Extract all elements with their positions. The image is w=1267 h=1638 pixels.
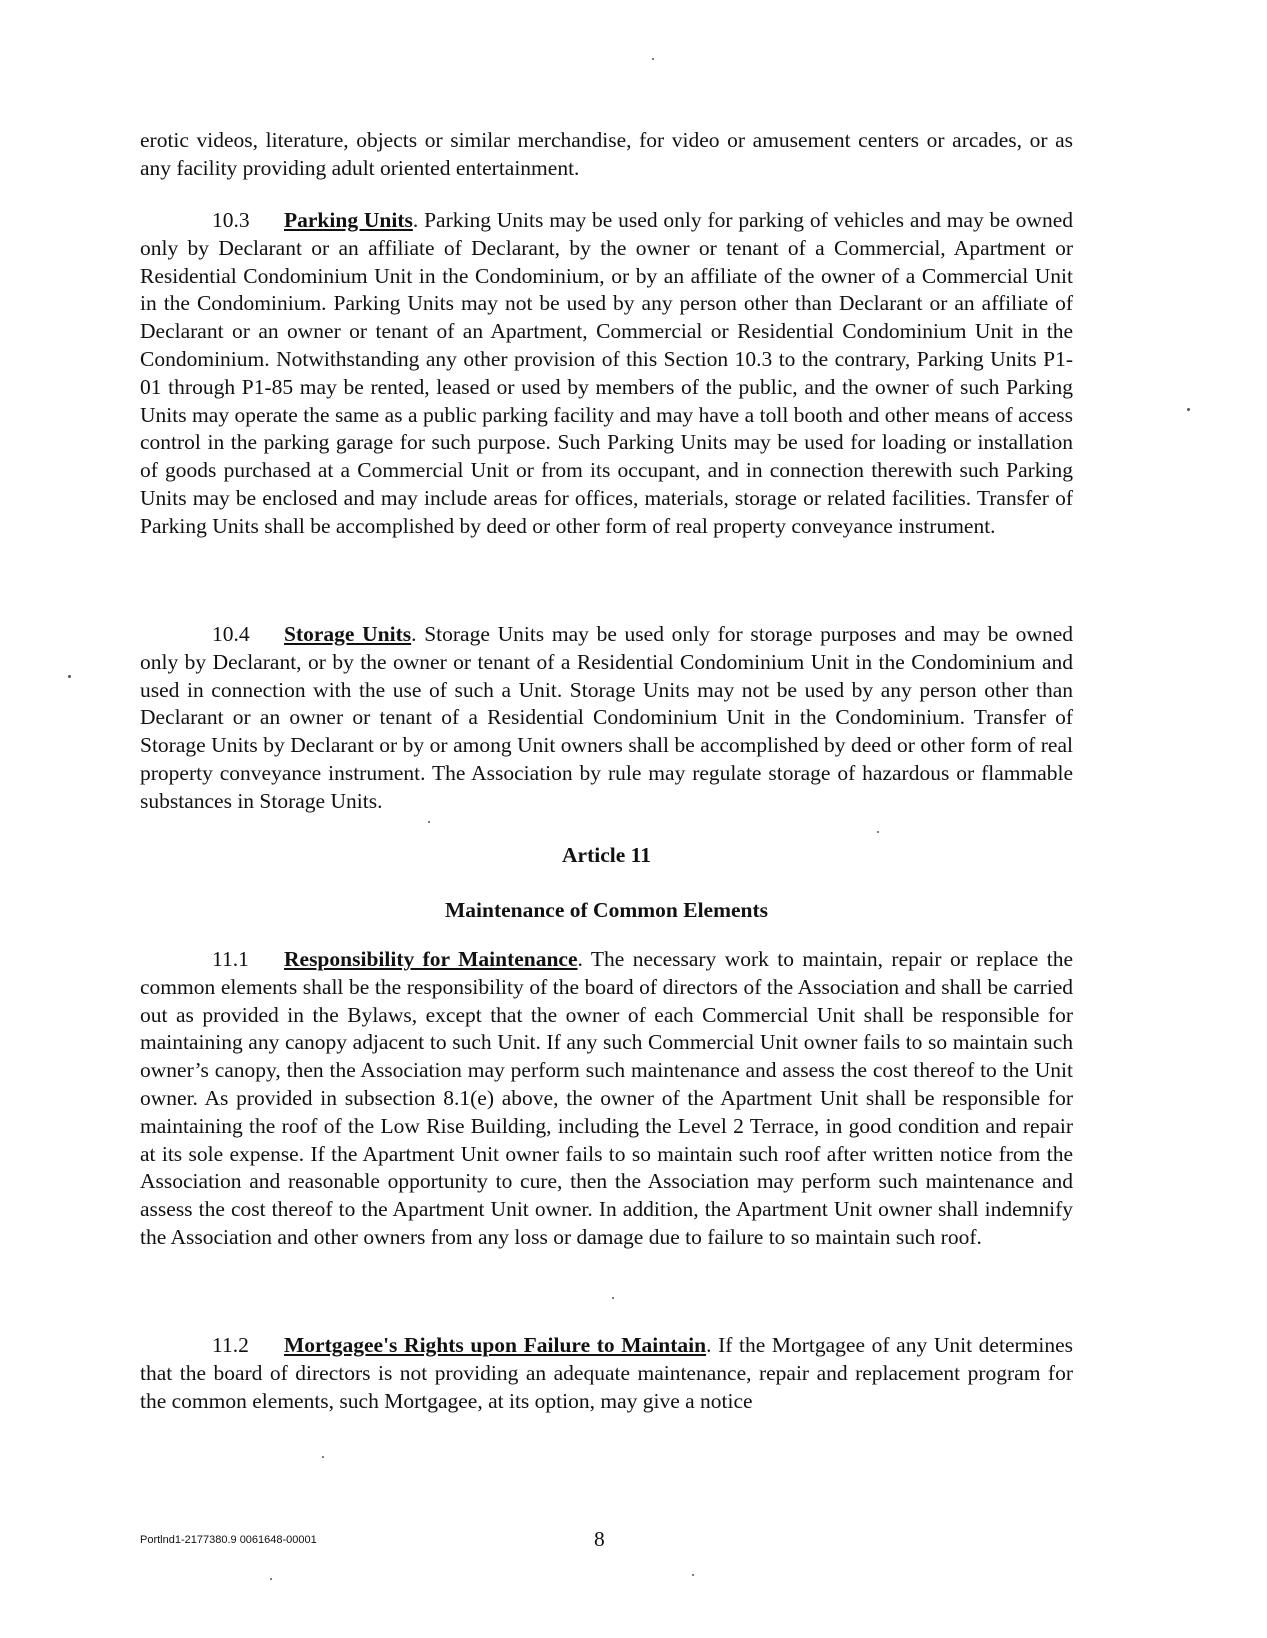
section-11-1 [140, 946, 1073, 1252]
continuation-paragraph [140, 127, 1073, 183]
document-id: Portlnd1-2177380.9 0061648-00001 [140, 1534, 317, 1546]
scan-speck [270, 1578, 272, 1580]
scan-speck [428, 821, 430, 823]
section-heading: Parking Units [284, 208, 413, 232]
section-number: 10.3 [212, 208, 250, 232]
section-paragraph [140, 1332, 1073, 1415]
section-number: 11.2 [212, 1333, 249, 1357]
section-heading: Storage Units [284, 622, 412, 646]
section-number: 10.4 [212, 622, 250, 646]
section-10-3 [140, 207, 1073, 541]
section-11-2 [140, 1332, 1073, 1415]
section-body: . Storage Units may be used only for storage purposes and may be owned only by Declarant, or by the owner or tenant of a Residential Condominium Unit in the Condominium and used in connection with the use of such a Unit. Storage Units may not be used by any person other than Declarant or an owner or tenant of a Residential Condominium Unit in the Condominium. Transfer of Storage Units by Declarant or by or among Unit owners shall be accomplished by deed or other form of real property conveyance instrument. The Association by rule may regulate storage of hazardous or flammable substances in Storage Units. [140, 622, 1073, 813]
scan-speck [1187, 408, 1190, 411]
section-body: . The necessary work to maintain, repair or replace the common elements shall be the responsibility of the board of directors of the Association and shall be carried out as provided in the Bylaws, except that the owner of each Commercial Unit shall be responsible for maintaining any canopy adjacent to such Unit. If any such Commercial Unit owner fails to so maintain such owner’s canopy, then the Association may perform such maintenance and assess the cost thereof to the Unit owner. As provided in subsection 8.1(e) above, the owner of the Apartment Unit shall be responsible for maintaining the roof of the Low Rise Building, including the Level 2 Terrace, in good condition and repair at its sole expense. If the Apartment Unit owner fails to so maintain such roof after written notice from the Association and reasonable opportunity to cure, then the Association may perform such maintenance and assess the cost thereof to the Apartment Unit owner. In addition, the Apartment Unit owner shall indemnify the Association and other owners from any loss or damage due to failure to so maintain such roof. [140, 947, 1073, 1249]
section-heading: Mortgagee's Rights upon Failure to Maintain [284, 1333, 707, 1357]
section-body: . Parking Units may be used only for parking of vehicles and may be owned only by Declarant or an affiliate of Declarant, by the owner or tenant of a Commercial, Apartment or Residential Condominium Unit in the Condominium, or by an affiliate of the owner of a Commercial Unit in the Condominium. Parking Units may not be used by any person other than Declarant or an affiliate of Declarant or an owner or tenant of an Apartment, Commercial or Residential Condominium Unit in the Condominium. Notwithstanding any other provision of this Section 10.3 to the contrary, Parking Units P1-01 through P1-85 may be rented, leased or used by members of the public, and the owner of such Parking Units may operate the same as a public parking facility and may have a toll booth and other means of access control in the parking garage for such purpose. Such Parking Units may be used for loading or installation of goods purchased at a Commercial Unit or from its occupant, and in connection therewith such Parking Units may be enclosed and may include areas for offices, materials, storage or related facilities. Transfer of Parking Units shall be accomplished by deed or other form of real property conveyance instrument. [140, 208, 1073, 538]
continuation-text: erotic videos, literature, objects or similar merchandise, for video or amusement centers or arcades, or as any facility providing adult oriented entertainment. [140, 128, 1073, 180]
section-paragraph [140, 621, 1073, 816]
section-10-4 [140, 621, 1073, 816]
section-number: 11.1 [212, 947, 249, 971]
scan-speck [652, 58, 654, 60]
section-body: . If the Mortgagee of any Unit determines that the board of directors is not providing an adequate maintenance, repair and replacement program for the common elements, such Mortgagee, at its option, may give a notice [140, 1333, 1073, 1413]
section-paragraph [140, 946, 1073, 1252]
article-subtitle: Maintenance of Common Elements [444, 898, 769, 922]
scan-speck [322, 1456, 324, 1458]
page-number: 8 [594, 1527, 605, 1551]
section-heading: Responsibility for Maintenance [284, 947, 578, 971]
scan-speck [612, 1297, 614, 1299]
scan-speck [877, 831, 879, 833]
scan-speck [68, 675, 71, 678]
article-title: Article 11 [562, 843, 651, 867]
scan-speck [692, 1574, 694, 1576]
section-paragraph [140, 207, 1073, 541]
